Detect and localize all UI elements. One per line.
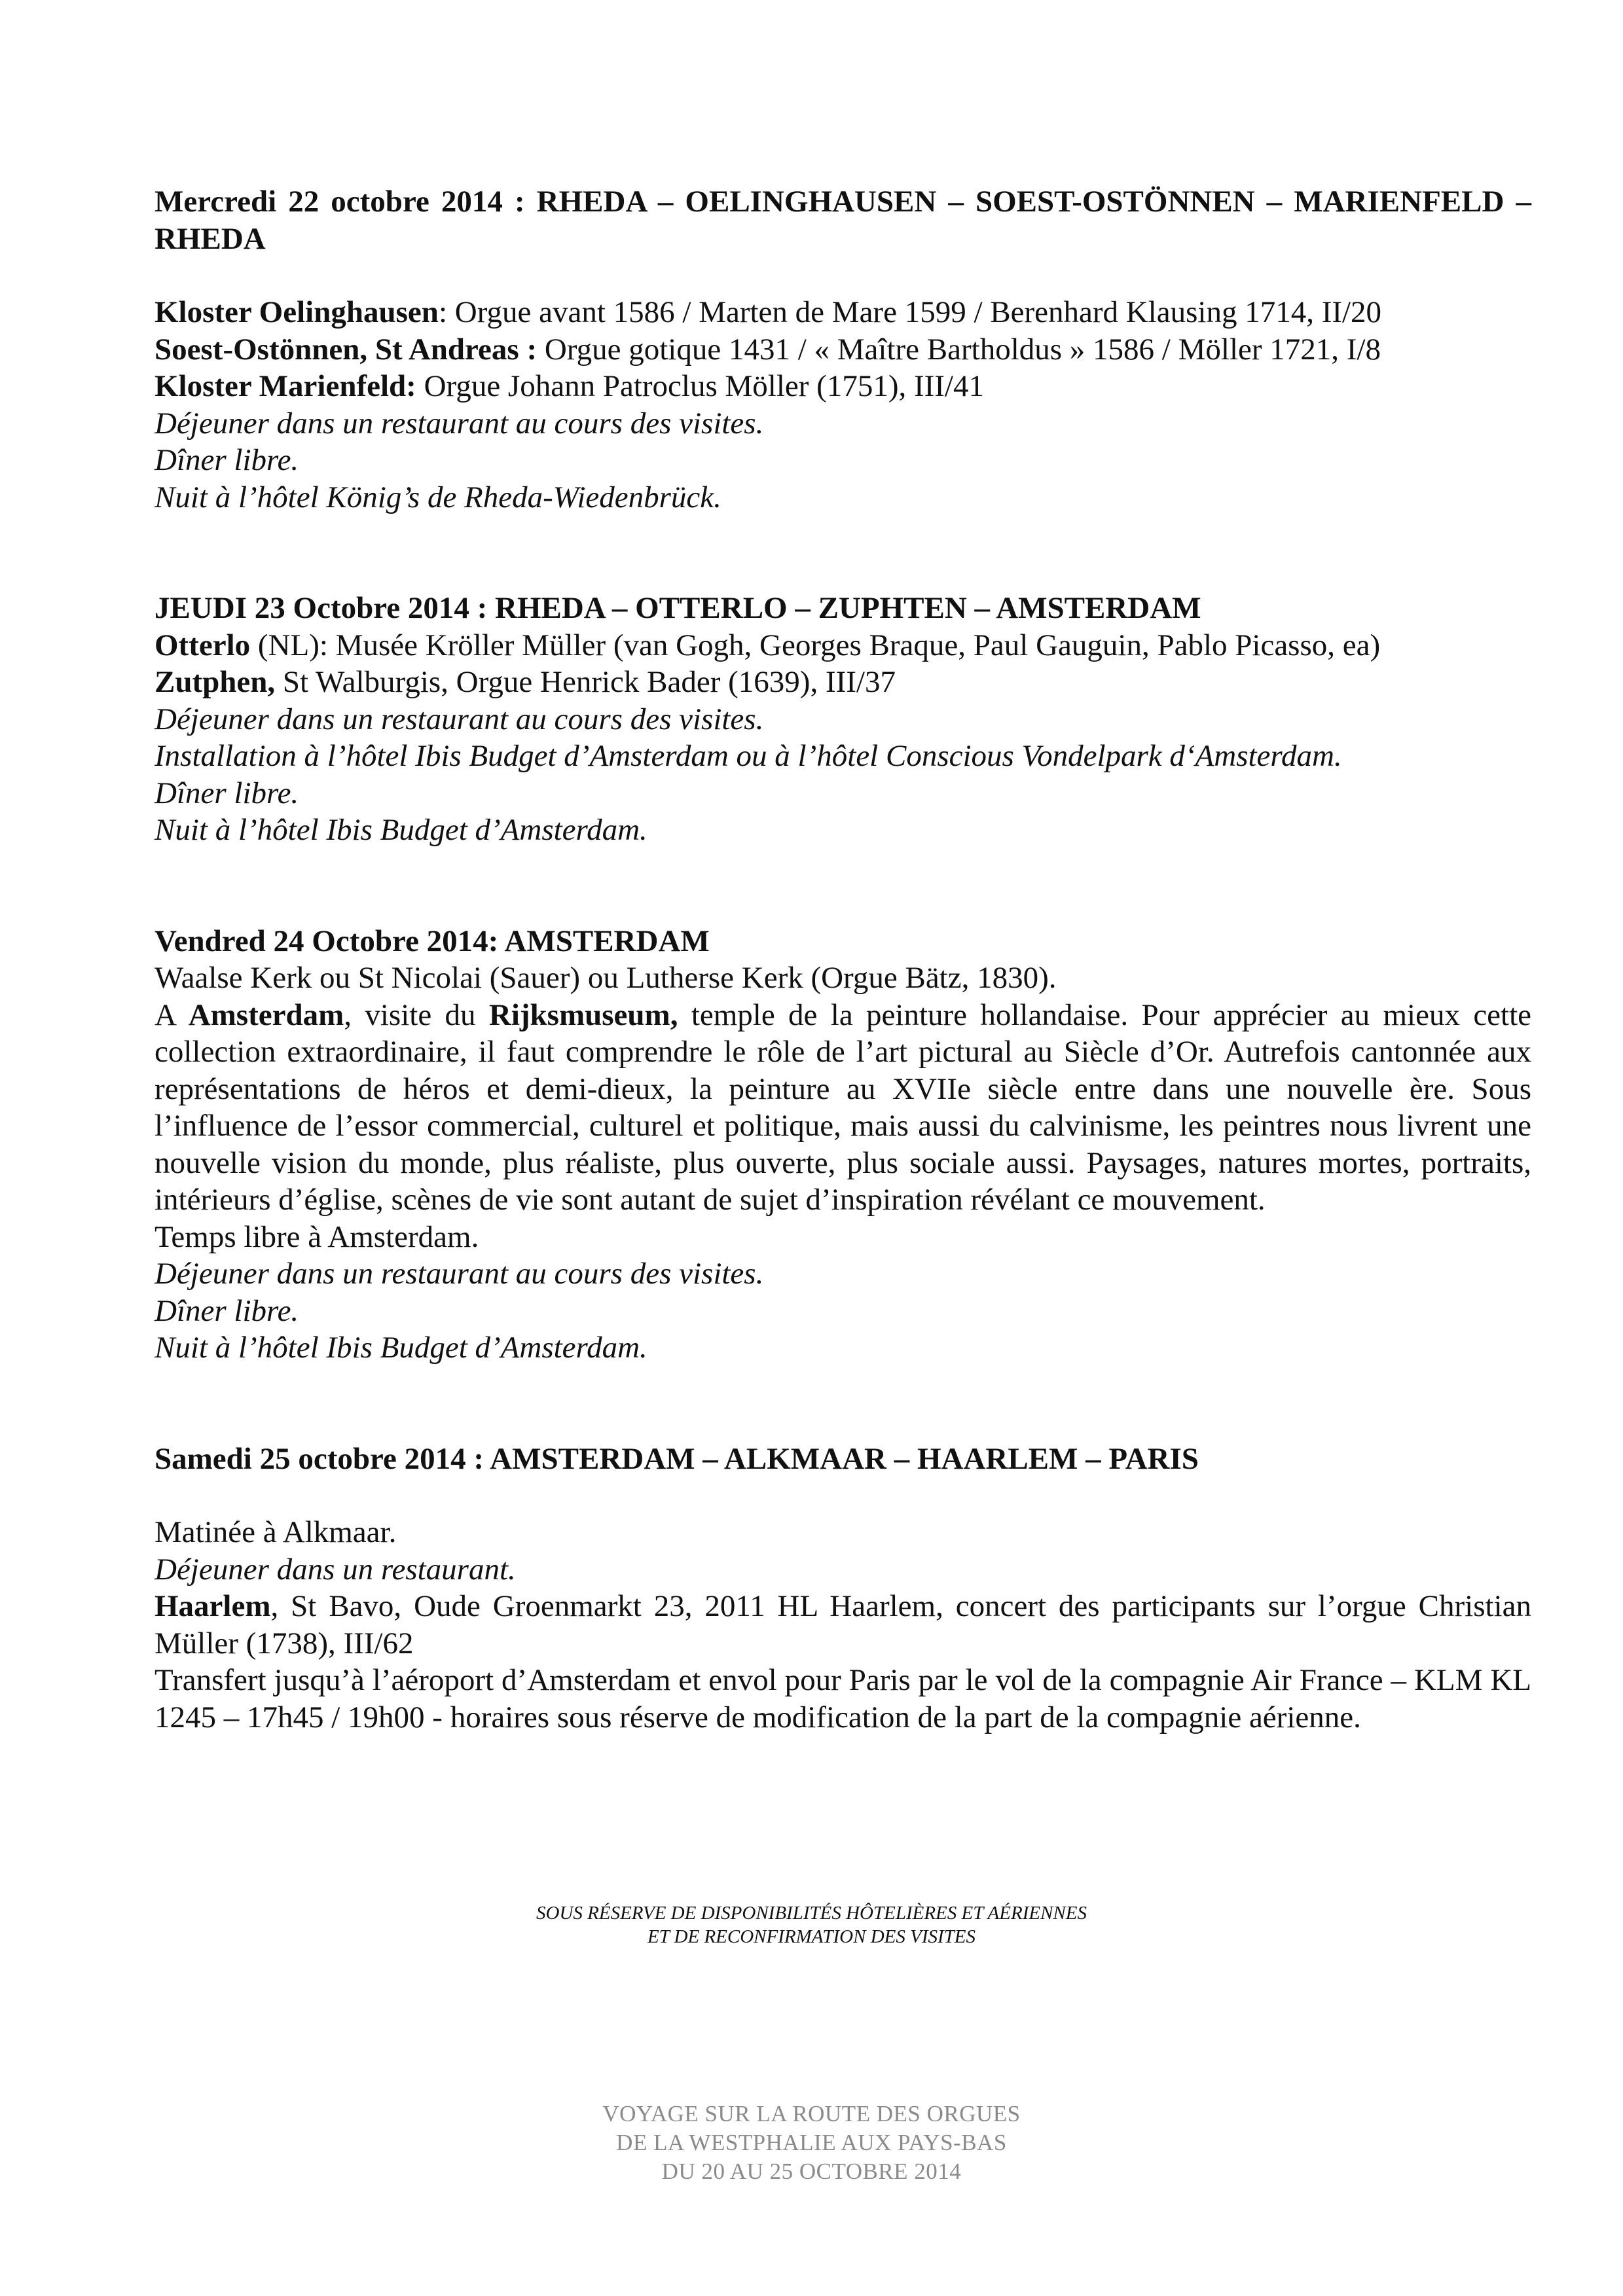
meal-note: Déjeuner dans un restaurant au cours des visites. [155, 702, 764, 736]
visit-entry [155, 627, 1531, 664]
day-thursday [155, 590, 1531, 849]
visit-entry [155, 331, 1531, 368]
dinner-note: Dîner libre. [155, 776, 299, 810]
day-friday [155, 923, 1531, 1367]
meal-note: Déjeuner dans un restaurant au cours des visites. [155, 1257, 764, 1291]
hotel-note: Installation à l’hôtel Ibis Budget d’Amsterdam ou à l’hôtel Conscious Vondelpark d‘Amsterdam. [155, 739, 1342, 773]
visit-name: Otterlo [155, 628, 251, 662]
notice-line: SOUS RÉSERVE DE DISPONIBILITÉS HÔTELIÈRES ET AÉRIENNES [536, 1903, 1087, 1924]
night-note: Nuit à l’hôtel Ibis Budget d’Amsterdam. [155, 813, 647, 847]
visit-entry [155, 664, 1531, 701]
meal-note: Déjeuner dans un restaurant. [155, 1552, 516, 1587]
day-saturday [155, 1441, 1531, 1736]
dinner-note: Dîner libre. [155, 1293, 299, 1328]
day-wednesday [155, 183, 1531, 516]
day-heading: Samedi 25 octobre 2014 : AMSTERDAM – ALKMAAR – HAARLEM – PARIS [155, 1441, 1199, 1476]
day-heading: Vendred 24 Octobre 2014: AMSTERDAM [155, 924, 710, 958]
night-note: Nuit à l’hôtel König’s de Rheda-Wiedenbrück. [155, 480, 721, 514]
dinner-note: Dîner libre. [155, 443, 299, 477]
footer-line: DE LA WESTPHALIE AUX PAYS-BAS [616, 2130, 1007, 2155]
visit-entry: Kloster Oelinghausen: Orgue avant 1586 / Marten de Mare 1599 / Berenhard Klausing 1714, II/20 [155, 295, 1382, 329]
day-heading: Mercredi 22 octobre 2014 : RHEDA – OELINGHAUSEN – SOEST-OSTÖNNEN – MARIENFELD – RHEDA [155, 185, 1531, 256]
visit-details: (NL): Musée Kröller Müller (van Gogh, Georges Braque, Paul Gauguin, Pablo Picasso, ea) [257, 628, 1381, 662]
notice-line: ET DE RECONFIRMATION DES VISITES [647, 1926, 976, 1947]
visit-entry [155, 368, 1531, 405]
visit-details: Orgue Johann Patroclus Möller (1751), III/41 [424, 369, 984, 403]
visit-details: Orgue avant 1586 / Marten de Mare 1599 / Berenhard Klausing 1714, II/20 [454, 295, 1382, 329]
visit-name: Soest-Ostönnen, St Andreas : [155, 332, 538, 367]
visit-name: Zutphen, [155, 665, 276, 699]
meal-note: Déjeuner dans un restaurant au cours des visites. [155, 406, 764, 440]
visit-name: Kloster Oelinghausen [155, 295, 439, 329]
museum-paragraph: A Amsterdam, visite du Rijksmuseum, temple de la peinture hollandaise. Pour apprécier au mieux cette collection extraordinaire, il faut comprendre le rôle de l’art pictural au Siècle d’Or. Autrefois cantonnée aux représentations de héros et demi-dieux, la peinture au XVIIe siècle entre dans une nouvelle ère. Sous l’influence de l’essor commercial, culturel et politique, mais aussi du calvinisme, les peintres nous livrent une nouvelle vision du monde, plus réaliste, plus ouverte, plus sociale aussi. Paysages, natures mortes, portraits, intérieurs d’église, scènes de vie sont autant de sujet d’inspiration révélant ce mouvement. [155, 997, 1532, 1217]
visit-name: Kloster Marienfeld: [155, 369, 416, 403]
reservation-notice [0, 1901, 1623, 1948]
morning-note: Matinée à Alkmaar. [155, 1515, 397, 1549]
free-time-note: Temps libre à Amsterdam. [155, 1219, 479, 1254]
visit-details: St Walburgis, Orgue Henrick Bader (1639), III/37 [282, 665, 896, 699]
day-heading: JEUDI 23 Octobre 2014 : RHEDA – OTTERLO – ZUPHTEN – AMSTERDAM [155, 591, 1201, 625]
concert-paragraph: Haarlem, St Bavo, Oude Groenmarkt 23, 2011 HL Haarlem, concert des participants sur l’orgue Christian Müller (1738), III/62 [155, 1589, 1531, 1660]
footer-line: VOYAGE SUR LA ROUTE DES ORGUES [602, 2101, 1021, 2126]
transfer-paragraph: Transfert jusqu’à l’aéroport d’Amsterdam et envol pour Paris par le vol de la compagnie Air France – KLM KL 1245 – 17h45 / 19h00 - horaires sous réserve de modification de la part de la compagnie aérienne. [155, 1663, 1531, 1734]
visit-details: Orgue gotique 1431 / « Maître Bartholdus » 1586 / Möller 1721, I/8 [544, 332, 1381, 367]
church-options: Waalse Kerk ou St Nicolai (Sauer) ou Lutherse Kerk (Orgue Bätz, 1830). [155, 961, 1057, 995]
itinerary-content [155, 183, 1531, 1736]
footer-line: DU 20 AU 25 OCTOBRE 2014 [661, 2159, 962, 2184]
night-note: Nuit à l’hôtel Ibis Budget d’Amsterdam. [155, 1331, 647, 1365]
page-footer [0, 2100, 1623, 2186]
